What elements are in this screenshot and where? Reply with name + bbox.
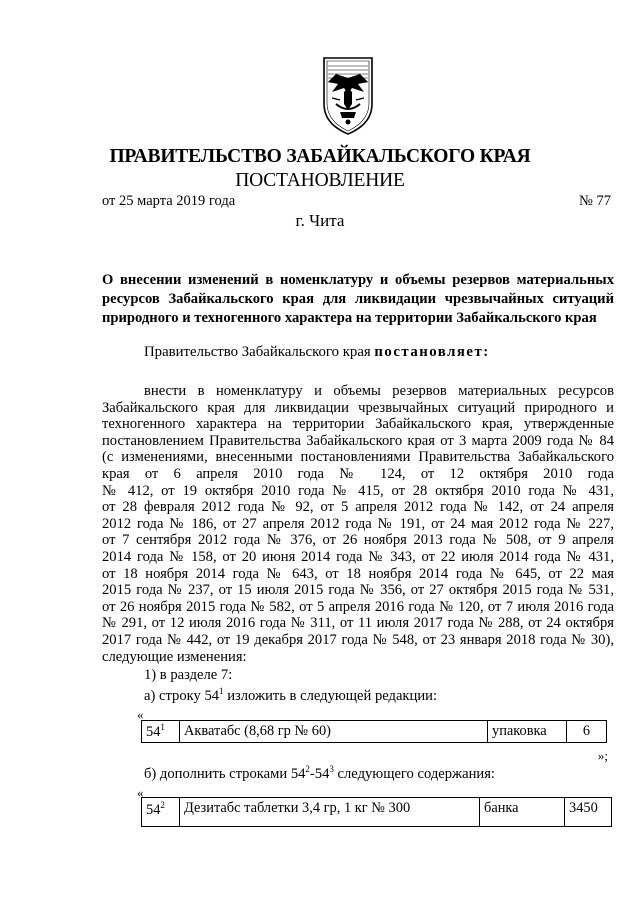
- body-line: техногенного характера на территории Забайкальского края, утвержденные: [102, 416, 614, 433]
- body-line: от 18 ноября 2014 года № 643, от 18 ноября 2014 года № 645, от 22 мая: [102, 565, 614, 582]
- decree-statement: [144, 344, 490, 361]
- table-row: [142, 798, 612, 827]
- table-cell-num: $54^2$: [142, 798, 180, 827]
- body-line: (с изменениями, внесенными постановлениями Правительства Забайкальского: [102, 449, 614, 466]
- body-line: внести в номенклатуру и объемы резервов материальных ресурсов: [144, 383, 614, 399]
- item-b-mid: -54: [309, 766, 330, 782]
- body-line: 2012 года № 186, от 27 апреля 2012 года № 191, от 24 мая 2012 года № 227,: [102, 515, 614, 532]
- document-number: № 77: [579, 193, 611, 209]
- heading-line: природного и техногенного характера на территории Забайкальского края: [102, 310, 597, 326]
- quote-close: »;: [597, 748, 608, 763]
- document-type: ПОСТАНОВЛЕНИЕ: [235, 170, 405, 191]
- table-cell-qty: 6: [567, 721, 607, 743]
- table-row: [142, 721, 607, 743]
- document-city: г. Чита: [295, 211, 345, 230]
- quote-open: «: [137, 785, 144, 800]
- resource-table-1: [141, 720, 607, 743]
- body-line: № 291, от 12 июля 2016 года № 311, от 11 июля 2017 года № 288, от 24 октября: [102, 615, 614, 632]
- body-line: края от 6 апреля 2010 года № 124, от 12 октября 2010 года: [102, 465, 614, 482]
- government-title: ПРАВИТЕЛЬСТВО ЗАБАЙКАЛЬСКОГО КРАЯ: [109, 146, 531, 167]
- body-line: постановлением Правительства Забайкальского края от 3 марта 2009 года № 84: [102, 432, 614, 449]
- item-b: [144, 764, 495, 783]
- item-a-sup: 1: [219, 686, 224, 696]
- body-line: 2017 года № 442, от 19 декабря 2017 года № 548, от 23 января 2018 года № 30),: [102, 631, 614, 648]
- body-line: от 26 ноября 2015 года № 582, от 5 апреля 2016 года № 120, от 7 июля 2016 года: [102, 598, 614, 615]
- item-a-suffix: изложить в следующей редакции:: [223, 688, 438, 704]
- body-line: от 7 сентября 2012 года № 376, от 26 ноября 2013 года № 508, от 9 апреля: [102, 532, 614, 549]
- table-cell-name: Акватабс (8,68 гр № 60): [180, 721, 488, 743]
- item-b-suffix: следующего содержания:: [333, 766, 495, 782]
- decree-prefix: Правительство Забайкальского края: [144, 344, 375, 360]
- body-line: № 412, от 19 октября 2010 года № 415, от 28 октября 2010 года № 431,: [102, 482, 614, 499]
- resource-table-2: [141, 797, 612, 827]
- body-line: следующие изменения:: [102, 648, 247, 665]
- decree-verb: постановляет:: [374, 344, 490, 360]
- table-cell-unit: упаковка: [488, 721, 567, 743]
- body-line: от 28 февраля 2012 года № 92, от 5 апреля 2012 года № 142, от 24 апреля: [102, 499, 614, 516]
- table-cell-num: $54^1$: [142, 721, 180, 743]
- table-cell-unit: банка: [480, 798, 565, 827]
- coat-of-arms-emblem: [318, 54, 378, 136]
- heading-line: О внесении изменений в номенклатуру и объемы резервов материальных: [102, 272, 614, 288]
- body-line: 2015 года № 237, от 15 июля 2015 года № 356, от 27 октября 2015 года № 531,: [102, 582, 614, 599]
- item-b-prefix: б) дополнить строками 54: [144, 766, 306, 782]
- document-heading: [102, 271, 614, 328]
- body-line: Забайкальского края для ликвидации чрезвычайных ситуаций природного и: [102, 399, 614, 416]
- table-cell-name: Дезитабс таблетки 3,4 гр, 1 кг № 300: [180, 798, 480, 827]
- item-b-sup1: 2: [305, 764, 310, 774]
- heading-line: ресурсов Забайкальского края для ликвидации чрезвычайных ситуаций: [102, 291, 614, 307]
- body-paragraph: [102, 383, 614, 665]
- item-b-sup2: 3: [329, 764, 334, 774]
- quote-open: «: [137, 707, 144, 722]
- item-a-prefix: а) строку 54: [144, 688, 220, 704]
- table-cell-qty: 3450: [565, 798, 612, 827]
- document-date: от 25 марта 2019 года: [102, 193, 236, 209]
- body-line: 2014 года № 158, от 20 июня 2014 года № 343, от 22 июля 2014 года № 431,: [102, 548, 614, 565]
- item-a: [144, 686, 437, 705]
- item-section: 1) в разделе 7:: [144, 667, 233, 683]
